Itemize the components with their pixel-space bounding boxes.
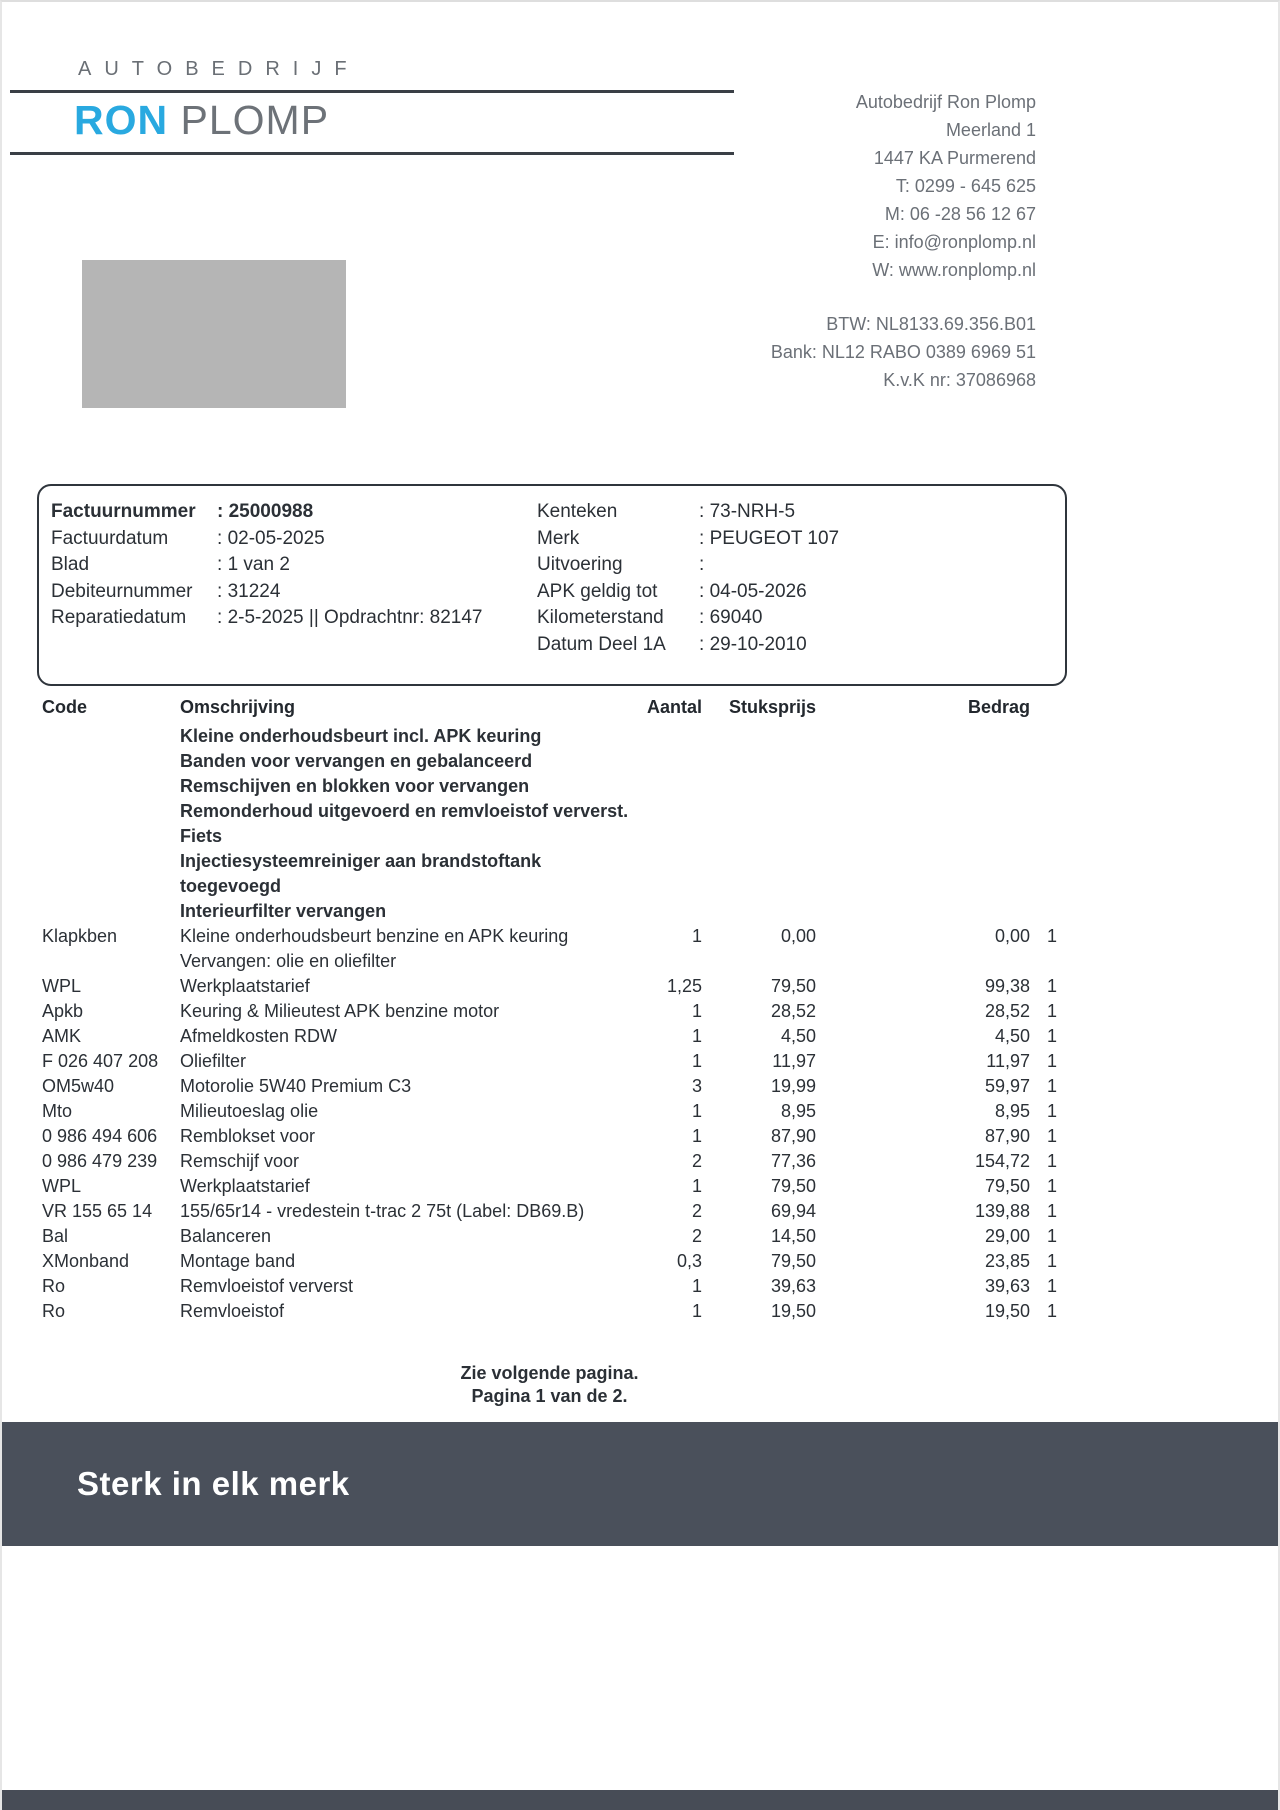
col-header-flag: [1030, 696, 1057, 724]
row-flag: 1: [1046, 926, 1057, 946]
table-header-row: [42, 696, 1057, 724]
table-row: [42, 999, 1057, 1024]
field-label: Kilometerstand: [537, 607, 664, 628]
row-flag: 1: [1046, 1251, 1057, 1271]
row-unit-price: 77,36: [770, 1151, 816, 1171]
row-flag: 1: [1046, 1226, 1057, 1246]
row-amount: 28,52: [984, 1001, 1030, 1021]
row-qty: 1: [691, 1001, 702, 1021]
row-amount: 59,97: [984, 1076, 1030, 1096]
row-code: 0 986 494 606: [42, 1126, 158, 1146]
row-code: [42, 824, 180, 849]
row-description: Afmeldkosten RDW: [180, 1026, 338, 1046]
row-amount: 139,88: [974, 1201, 1030, 1221]
field-value: : 69040: [699, 605, 762, 632]
field-value: : 29-10-2010: [699, 632, 807, 659]
row-description: Oliefilter: [180, 1051, 247, 1071]
row-flag: 1: [1046, 976, 1057, 996]
table-row: [42, 924, 1057, 949]
row-unit-price: 8,95: [780, 1101, 816, 1121]
row-flag: 1: [1046, 1001, 1057, 1021]
row-amount: [816, 949, 1030, 974]
slogan-text: Sterk in elk merk: [77, 1465, 350, 1502]
table-row: [42, 1149, 1057, 1174]
row-description: Remschijven en blokken voor vervangen: [180, 776, 530, 796]
row-unit-price: [702, 949, 816, 974]
row-qty: 3: [691, 1076, 702, 1096]
row-unit-price: 0,00: [780, 926, 816, 946]
field-debiteurnummer: [51, 579, 483, 606]
row-description: Balanceren: [180, 1226, 272, 1246]
row-description: Banden voor vervangen en gebalanceerd: [180, 751, 533, 771]
row-amount: 29,00: [984, 1226, 1030, 1246]
table-row: [42, 1099, 1057, 1124]
field-label: Reparatiedatum: [51, 607, 187, 628]
table-row: [42, 1274, 1057, 1299]
table-row: [42, 974, 1057, 999]
row-unit-price: [702, 849, 816, 899]
row-unit-price: 28,52: [770, 1001, 816, 1021]
row-qty: 1: [691, 1176, 702, 1196]
table-row: [42, 1299, 1057, 1324]
row-flag: 1: [1046, 1176, 1057, 1196]
row-code: Ro: [42, 1276, 66, 1296]
invoice-details-box: [37, 484, 1067, 686]
table-row: [42, 724, 1057, 749]
field-label: Datum Deel 1A: [537, 633, 666, 655]
field-value: : 31224: [217, 579, 280, 606]
row-qty: 1,25: [666, 976, 702, 996]
field-value: : 02-05-2025: [217, 526, 325, 553]
row-amount: [816, 749, 1030, 774]
row-flag: 1: [1046, 1026, 1057, 1046]
table-row: [42, 849, 1057, 899]
row-amount: [816, 849, 1030, 899]
row-description: Remschijf voor: [180, 1151, 300, 1171]
row-amount: 79,50: [984, 1176, 1030, 1196]
field-label: Factuurdatum: [51, 527, 169, 549]
row-unit-price: 4,50: [780, 1026, 816, 1046]
row-unit-price: 19,50: [770, 1301, 816, 1321]
table-row: [42, 1024, 1057, 1049]
field-label: APK geldig tot: [537, 580, 658, 602]
table-row: [42, 1249, 1057, 1274]
row-unit-price: 39,63: [770, 1276, 816, 1296]
table-row: [42, 774, 1057, 799]
registration-block: [771, 310, 1036, 394]
contact-block: [771, 88, 1036, 394]
invoice-left-column: [51, 499, 483, 632]
field-merk: [537, 526, 839, 553]
col-header-code: Code: [42, 697, 87, 717]
row-description: Remblokset voor: [180, 1126, 316, 1146]
row-flag: 1: [1046, 1301, 1057, 1321]
row-unit-price: 14,50: [770, 1226, 816, 1246]
row-code: AMK: [42, 1026, 82, 1046]
page-note-line2: Pagina 1 van de 2.: [471, 1386, 628, 1406]
header-rule-bottom: [10, 152, 734, 155]
field-label: Blad: [51, 554, 90, 575]
row-amount: 39,63: [984, 1276, 1030, 1296]
field-kenteken: [537, 499, 839, 526]
row-qty: 1: [691, 1101, 702, 1121]
row-description: Motorolie 5W40 Premium C3: [180, 1076, 412, 1096]
row-unit-price: [702, 824, 816, 849]
field-label: Kenteken: [537, 501, 618, 522]
row-qty: 0,3: [676, 1251, 702, 1271]
col-header-unit-price: Stuksprijs: [728, 697, 816, 717]
field-kilometerstand: [537, 605, 839, 632]
row-flag: 1: [1046, 1101, 1057, 1121]
row-flag: [1030, 749, 1057, 774]
col-header-amount: Bedrag: [967, 697, 1030, 717]
row-amount: [816, 799, 1030, 824]
brand-top-text: AUTOBEDRIJF: [78, 58, 360, 80]
row-qty: 1: [691, 1051, 702, 1071]
row-code: WPL: [42, 976, 82, 996]
row-code: [42, 774, 180, 799]
row-qty: 2: [691, 1151, 702, 1171]
row-amount: 154,72: [974, 1151, 1030, 1171]
row-amount: 99,38: [984, 976, 1030, 996]
table-row: [42, 824, 1057, 849]
contact-line-email: E: info@ronplomp.nl: [872, 232, 1036, 252]
row-qty: 1: [691, 1276, 702, 1296]
row-description: Injectiesysteemreiniger aan brandstoftank toegevoegd: [180, 851, 542, 896]
field-label: Uitvoering: [537, 554, 623, 575]
row-amount: 19,50: [984, 1301, 1030, 1321]
table-row: [42, 749, 1057, 774]
row-code: [42, 949, 180, 974]
redacted-customer-area: [82, 260, 346, 408]
row-flag: 1: [1046, 1151, 1057, 1171]
row-description: Remonderhoud uitgevoerd en remvloeistof ververst.: [180, 801, 629, 821]
field-label: Factuurnummer: [51, 501, 196, 522]
row-code: [42, 799, 180, 824]
row-description: Remvloeistof: [180, 1301, 285, 1321]
table-row: [42, 1224, 1057, 1249]
brand-name-accent: RON: [74, 97, 169, 143]
row-flag: [1030, 724, 1057, 749]
row-qty: 2: [691, 1226, 702, 1246]
slogan-bar: [2, 1422, 1280, 1546]
field-value: : 2-5-2025 || Opdrachtnr: 82147: [217, 605, 483, 632]
brand-name: [74, 96, 329, 144]
field-value: : 25000988: [217, 499, 313, 526]
row-amount: [816, 899, 1030, 924]
row-unit-price: [702, 749, 816, 774]
row-code: [42, 749, 180, 774]
row-description: 155/65r14 - vredestein t-trac 2 75t (Label: DB69.B): [180, 1201, 585, 1221]
row-qty: 1: [691, 1126, 702, 1146]
contact-line-city: 1447 KA Purmerend: [873, 148, 1036, 168]
contact-line-company: Autobedrijf Ron Plomp: [855, 92, 1036, 112]
row-unit-price: 79,50: [770, 1176, 816, 1196]
row-amount: [816, 724, 1030, 749]
field-value: : 73-NRH-5: [699, 499, 795, 526]
row-code: XMonband: [42, 1251, 130, 1271]
row-description: Fiets: [180, 826, 223, 846]
row-flag: [1030, 899, 1057, 924]
table-row: [42, 1174, 1057, 1199]
line-items-body: [42, 724, 1057, 1324]
row-amount: [816, 774, 1030, 799]
table-row: [42, 1074, 1057, 1099]
contact-line-street: Meerland 1: [945, 120, 1036, 140]
row-flag: [1030, 774, 1057, 799]
row-description: Vervangen: olie en oliefilter: [180, 951, 397, 971]
row-unit-price: 11,97: [772, 1051, 816, 1071]
brand-name-rest: PLOMP: [180, 97, 330, 143]
row-qty: [635, 799, 702, 824]
field-value: : 04-05-2026: [699, 579, 807, 606]
row-description: Montage band: [180, 1251, 296, 1271]
field-factuurnummer: [51, 499, 483, 526]
table-row: [42, 899, 1057, 924]
table-row: [42, 799, 1057, 824]
registration-line-btw: BTW: NL8133.69.356.B01: [826, 314, 1036, 334]
row-amount: 0,00: [994, 926, 1030, 946]
row-flag: 1: [1046, 1051, 1057, 1071]
row-unit-price: 19,99: [770, 1076, 816, 1096]
table-row: [42, 949, 1057, 974]
row-qty: [635, 724, 702, 749]
row-description: Remvloeistof ververst: [180, 1276, 354, 1296]
row-amount: 23,85: [984, 1251, 1030, 1271]
row-unit-price: [702, 774, 816, 799]
row-code: Mto: [42, 1101, 73, 1121]
field-apk-geldig-tot: [537, 579, 839, 606]
row-qty: [635, 949, 702, 974]
row-flag: 1: [1046, 1126, 1057, 1146]
contact-line-phone: T: 0299 - 645 625: [895, 176, 1036, 196]
header-rule-top: [10, 90, 734, 93]
row-amount: 4,50: [994, 1026, 1030, 1046]
row-qty: [635, 824, 702, 849]
row-qty: 1: [691, 1026, 702, 1046]
field-uitvoering: [537, 552, 839, 579]
invoice-right-column: [537, 499, 839, 658]
row-code: F 026 407 208: [42, 1051, 159, 1071]
row-amount: 11,97: [986, 1051, 1030, 1071]
row-description: Kleine onderhoudsbeurt benzine en APK keuring: [180, 926, 569, 946]
row-code: OM5w40: [42, 1076, 115, 1096]
page-note: [42, 1362, 1057, 1408]
contact-line-mobile: M: 06 -28 56 12 67: [884, 204, 1036, 224]
row-code: Apkb: [42, 1001, 84, 1021]
row-unit-price: 69,94: [770, 1201, 816, 1221]
row-flag: [1030, 949, 1057, 974]
registration-line-kvk: K.v.K nr: 37086968: [883, 370, 1036, 390]
registration-line-bank: Bank: NL12 RABO 0389 6969 51: [770, 342, 1036, 362]
contact-line-website: W: www.ronplomp.nl: [872, 260, 1036, 280]
row-code: VR 155 65 14: [42, 1201, 153, 1221]
row-code: Ro: [42, 1301, 66, 1321]
row-unit-price: 79,50: [770, 976, 816, 996]
col-header-qty: Aantal: [646, 697, 702, 717]
row-code: Klapkben: [42, 926, 118, 946]
field-value: : 1 van 2: [217, 552, 290, 579]
row-qty: [635, 849, 702, 899]
field-value: [699, 552, 710, 579]
row-qty: 1: [691, 926, 702, 946]
row-qty: [635, 749, 702, 774]
field-datum-deel-1a: [537, 632, 839, 659]
row-code: Bal: [42, 1226, 69, 1246]
row-qty: [635, 899, 702, 924]
row-code: [42, 899, 180, 924]
row-description: Milieutoeslag olie: [180, 1101, 319, 1121]
table-row: [42, 1199, 1057, 1224]
bottom-page-edge-strip: [2, 1790, 1280, 1810]
field-blad: [51, 552, 483, 579]
row-description: Interieurfilter vervangen: [180, 901, 387, 921]
row-description: Keuring & Milieutest APK benzine motor: [180, 1001, 500, 1021]
row-code: [42, 849, 180, 899]
row-unit-price: [702, 724, 816, 749]
row-flag: [1030, 824, 1057, 849]
row-code: [42, 724, 180, 749]
row-description: Werkplaatstarief: [180, 976, 310, 996]
field-reparatiedatum: [51, 605, 483, 632]
row-qty: 2: [691, 1201, 702, 1221]
row-flag: [1030, 849, 1057, 899]
row-flag: 1: [1046, 1276, 1057, 1296]
row-flag: 1: [1046, 1076, 1057, 1096]
table-row: [42, 1049, 1057, 1074]
row-qty: 1: [691, 1301, 702, 1321]
row-unit-price: [702, 899, 816, 924]
row-unit-price: [702, 799, 816, 824]
row-flag: 1: [1046, 1201, 1057, 1221]
field-label: Debiteurnummer: [51, 580, 193, 602]
row-flag: [1030, 799, 1057, 824]
field-value: : PEUGEOT 107: [699, 526, 839, 553]
row-amount: 87,90: [984, 1126, 1030, 1146]
col-header-description: Omschrijving: [180, 697, 296, 717]
row-code: 0 986 479 239: [42, 1151, 158, 1171]
page-note-line1: Zie volgende pagina.: [460, 1363, 639, 1383]
row-code: WPL: [42, 1176, 82, 1196]
field-label: Merk: [537, 527, 580, 549]
row-description: Werkplaatstarief: [180, 1176, 310, 1196]
table-row: [42, 1124, 1057, 1149]
row-unit-price: 87,90: [770, 1126, 816, 1146]
row-amount: 8,95: [994, 1101, 1030, 1121]
row-unit-price: 79,50: [770, 1251, 816, 1271]
row-amount: [816, 824, 1030, 849]
field-factuurdatum: [51, 526, 483, 553]
row-description: Kleine onderhoudsbeurt incl. APK keuring: [180, 726, 542, 746]
row-qty: [635, 774, 702, 799]
line-items-table: [42, 696, 1057, 1324]
